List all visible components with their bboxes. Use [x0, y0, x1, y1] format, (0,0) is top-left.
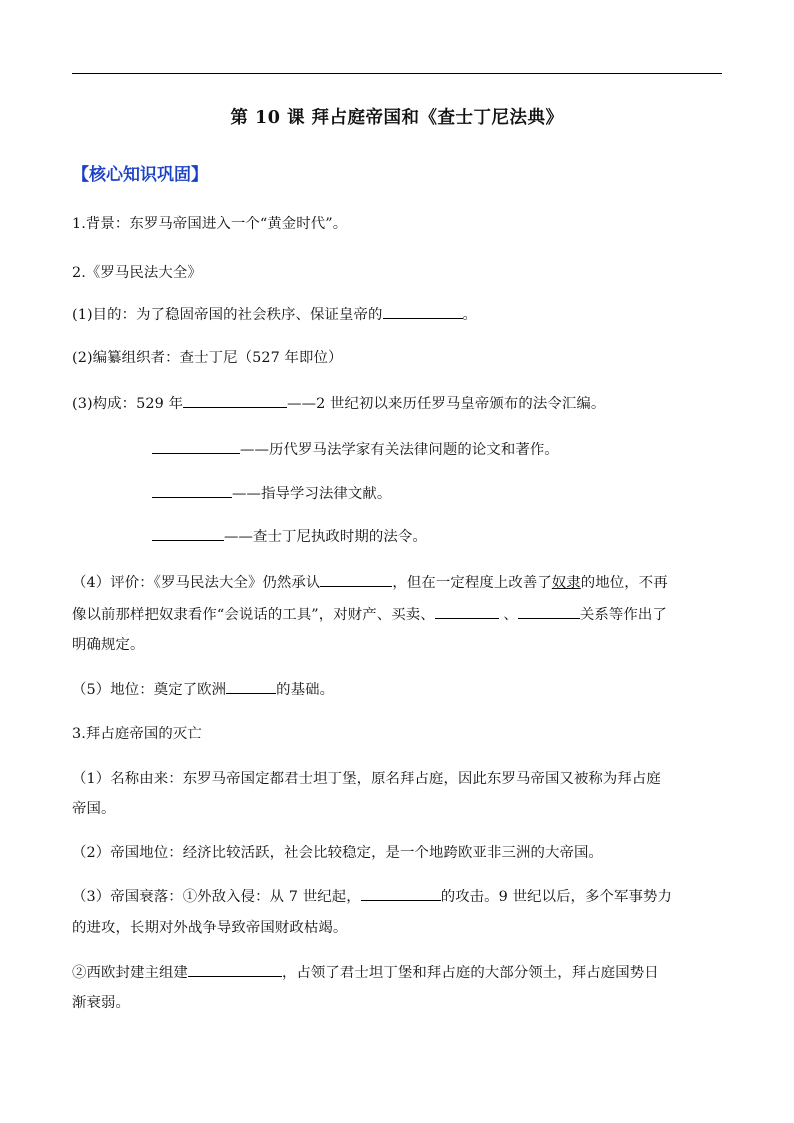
text-line: 帝国。 [72, 801, 116, 817]
text-line: 明确规定。 [72, 637, 145, 653]
answer-blank[interactable] [435, 603, 499, 619]
answer-blank[interactable] [188, 961, 282, 977]
answer-blank[interactable] [152, 438, 240, 454]
page-title: 第 10 课 拜占庭帝国和《查士丁尼法典》 [230, 108, 564, 128]
answer-blank[interactable] [183, 392, 287, 408]
answer-blank[interactable] [152, 482, 232, 498]
text-line: （1）名称由来：东罗马帝国定都君士坦丁堡，原名拜占庭，因此东罗马帝国又被称为拜占庭 [72, 771, 661, 787]
text-line: 3.拜占庭帝国的灭亡 [72, 726, 202, 742]
text-line: ——指导学习法律文献。 [152, 482, 391, 503]
text-line: （4）评价：《罗马民法大全》仍然承认 ，但在一定程度上改善了奴隶的地位，不再 [72, 571, 668, 592]
text-line: 1.背景：东罗马帝国进入一个“黄金时代”。 [72, 216, 348, 232]
text-line: （2）帝国地位：经济比较活跃，社会比较稳定，是一个地跨欧亚非三洲的大帝国。 [72, 845, 603, 861]
section-heading: 【核心知识巩固】 [72, 165, 208, 185]
text-line: ②西欧封建主组建 ，占领了君士坦丁堡和拜占庭的大部分领土，拜占庭国势日 [72, 961, 659, 982]
answer-blank[interactable] [361, 885, 441, 901]
text-line: (1)目的：为了稳固帝国的社会秩序、保证皇帝的 。 [72, 303, 477, 324]
answer-blank[interactable] [152, 525, 224, 541]
text-line: 2.《罗马民法大全》 [72, 265, 202, 281]
text-line: 的进攻，长期对外战争导致帝国财政枯竭。 [72, 920, 348, 936]
text-line: 渐衰弱。 [72, 995, 130, 1011]
text-line: ——历代罗马法学家有关法律问题的论文和著作。 [152, 438, 559, 459]
text-line: 像以前那样把奴隶看作“会说话的工具”，对财产、买卖、 、 关系等作出了 [72, 603, 667, 624]
text-line: (2)编纂组织者：查士丁尼（527 年即位） [72, 350, 343, 366]
text-line: (3)构成：529 年 ——2 世纪初以来历任罗马皇帝颁布的法令汇编。 [72, 392, 605, 413]
answer-blank[interactable] [226, 678, 276, 694]
answer-blank[interactable] [383, 303, 463, 319]
text-line: ——查士丁尼执政时期的法令。 [152, 525, 427, 546]
answer-blank[interactable] [518, 603, 580, 619]
text-line: （3）帝国衰落：①外敌入侵：从 7 世纪起， 的攻击。9 世纪以后，多个军事势力 [72, 885, 672, 906]
answer-blank[interactable] [320, 571, 392, 587]
header-rule [72, 73, 722, 74]
text-line: （5）地位：奠定了欧洲 的基础。 [72, 678, 334, 699]
